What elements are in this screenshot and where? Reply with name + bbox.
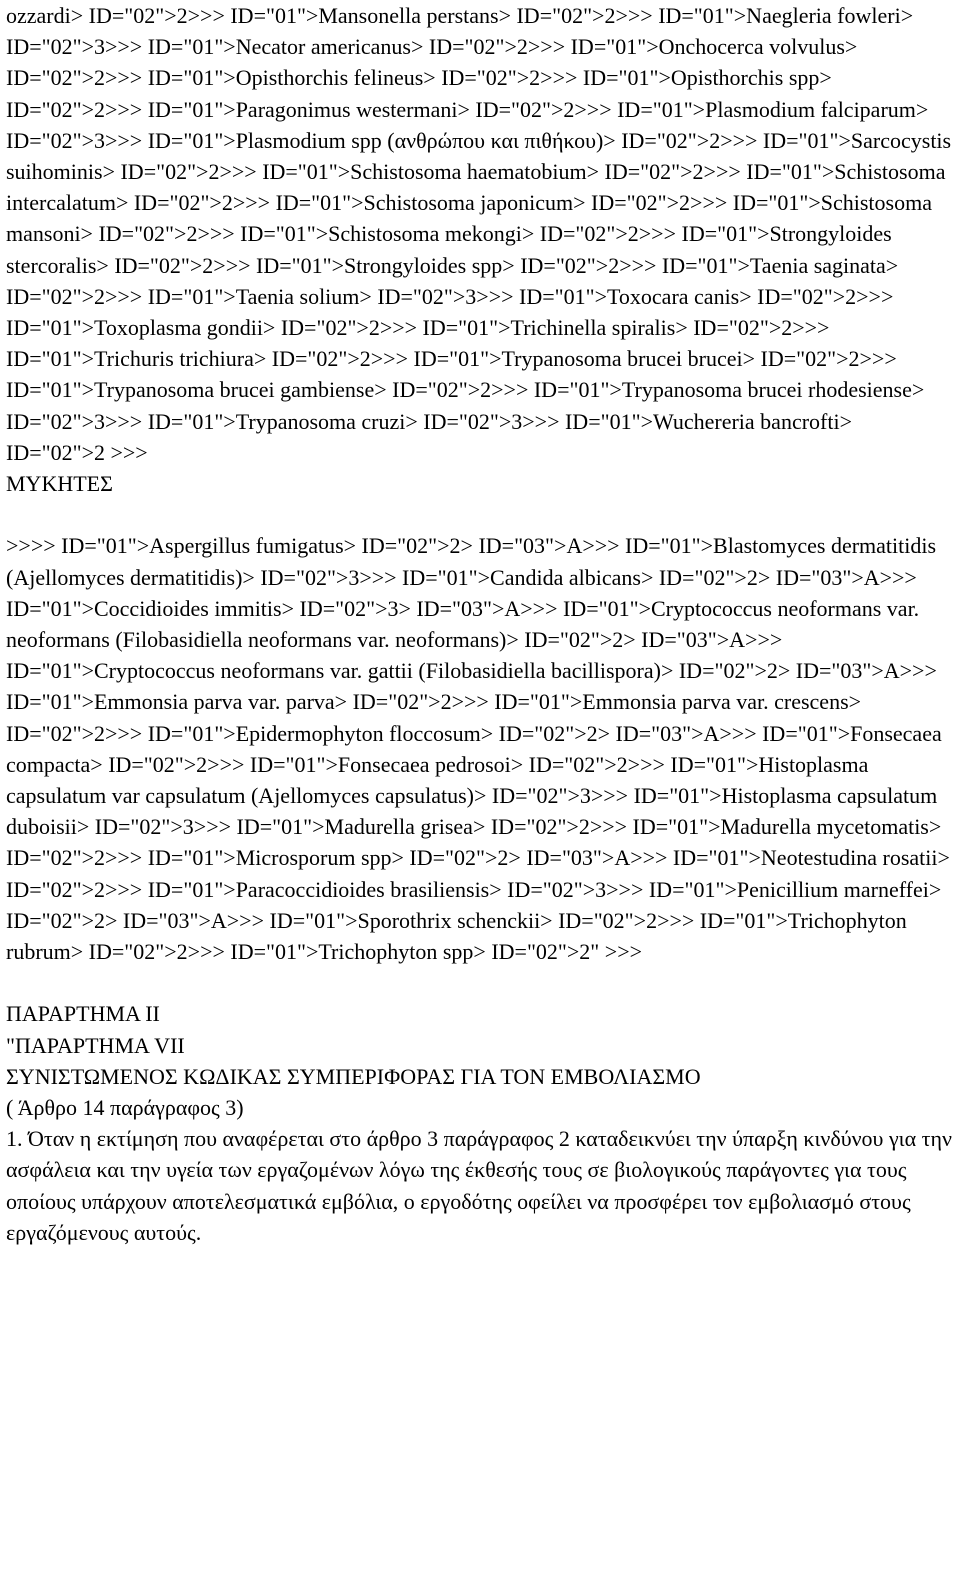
annex-block [6,998,954,1248]
fungi-heading: ΜΥΚΗΤΕΣ [6,471,113,497]
paragraph-gap [6,967,954,998]
fungi-list: >>>> ID="01">Aspergillus fumigatus> ID="02">2> ID="03">A>>> ID="01">Blastomyces dermatitidis (Ajellomyces dermatitidis)> ID="02">3>>> ID="01">Candida albicans> ID="02">2> ID="03">A>>> ID="01">Coccidioides immitis> ID="02">3> ID="03">A>>> ID="01">Cryptococcus neoformans var. neoformans (Filobasidiella neoformans var. neoformans)> ID="02">2> ID="03">A>>> ID="01">Cryptococcus neoformans var. gattii (Filobasidiella bacillispora)> ID="02">2> ID="03">A>>> ID="01">Emmonsia parva var. parva> ID="02">2>>> ID="01">Emmonsia parva var. crescens> ID="02">2>>> ID="01">Epidermophyton floccosum> ID="02">2> ID="03">A>>> ID="01">Fonsecaea compacta> ID="02">2>>> ID="01">Fonsecaea pedrosoi> ID="02">2>>> ID="01">Histoplasma capsulatum var capsulatum (Ajellomyces capsulatus)> ID="02">3>>> ID="01">Histoplasma capsulatum duboisii> ID="02">3>>> ID="01">Madurella grisea> ID="02">2>>> ID="01">Madurella mycetomatis> ID="02">2>>> ID="01">Microsporum spp> ID="02">2> ID="03">A>>> ID="01">Neotestudina rosatii> ID="02">2>>> ID="01">Paracoccidioides brasiliensis> ID="02">3>>> ID="01">Penicillium marneffei> ID="02">2> ID="03">A>>> ID="01">Sporothrix schenckii> ID="02">2>>> ID="01">Trichophyton rubrum> ID="02">2>>> ID="01">Trichophyton spp> ID="02">2" >>> [6,533,950,965]
annex-ii-heading: ΠΑΡΑΡΤΗΜΑ II [6,1001,160,1027]
article-reference: ( Άρθρο 14 παράγραφος 3) [6,1095,244,1121]
annex-vii-heading: "ΠΑΡΑΡΤΗΜΑ VII [6,1032,185,1058]
code-of-practice-heading: ΣΥΝΙΣΤΩΜΕΝΟΣ ΚΩΔΙΚΑΣ ΣΥΜΠΕΡΙΦΟΡΑΣ ΓΙΑ ΤΟΝ ΕΜΒΟΛΙΑΣΜΟ [6,1063,701,1089]
paragraph-gap [6,499,954,530]
parasites-list-continued: ozzardi> ID="02">2>>> ID="01">Mansonella perstans> ID="02">2>>> ID="01">Naegleria fowleri> ID="02">3>>> ID="01">Necator americanus> ID="02">2>>> ID="01">Onchocerca volvulus> ID="02">2>>> ID="01">Opisthorchis felineus> ID="02">2>>> ID="01">Opisthorchis spp> ID="02">2>>> ID="01">Paragonimus westermani> ID="02">2>>> ID="01">Plasmodium falciparum> ID="02">3>>> ID="01">Plasmodium spp (ανθρώπου και πιθήκου)> ID="02">2>>> ID="01">Sarcocystis suihominis> ID="02">2>>> ID="01">Schistosoma haematobium> ID="02">2>>> ID="01">Schistosoma intercalatum> ID="02">2>>> ID="01">Schistosoma japonicum> ID="02">2>>> ID="01">Schistosoma mansoni> ID="02">2>>> ID="01">Schistosoma mekongi> ID="02">2>>> ID="01">Strongyloides stercoralis> ID="02">2>>> ID="01">Strongyloides spp> ID="02">2>>> ID="01">Taenia saginata> ID="02">2>>> ID="01">Taenia solium> ID="02">3>>> ID="01">Toxocara canis> ID="02">2>>> ID="01">Toxoplasma gondii> ID="02">2>>> ID="01">Trichinella spiralis> ID="02">2>>> ID="01">Trichuris trichiura> ID="02">2>>> ID="01">Trypanosoma brucei brucei> ID="02">2>>> ID="01">Trypanosoma brucei gambiense> ID="02">2>>> ID="01">Trypanosoma brucei rhodesiense> ID="02">3>>> ID="01">Trypanosoma cruzi> ID="02">3>>> ID="01">Wuchereria bancrofti> ID="02">2 >>> [6,3,952,465]
point-1-paragraph: 1. Όταν η εκτίμηση που αναφέρεται στο άρθρο 3 παράγραφος 2 καταδεικνύει την ύπαρξη κινδύνου για την ασφάλεια και την υγεία των εργαζομένων λόγω της έκθεσής τους σε βιολογικούς παράγοντες για τους οποίους υπάρχουν αποτελεσματικά εμβόλια, ο εργοδότης οφείλει να προσφέρει τον εμβολιασμό στους εργαζόμενους αυτούς. [6,1126,952,1245]
